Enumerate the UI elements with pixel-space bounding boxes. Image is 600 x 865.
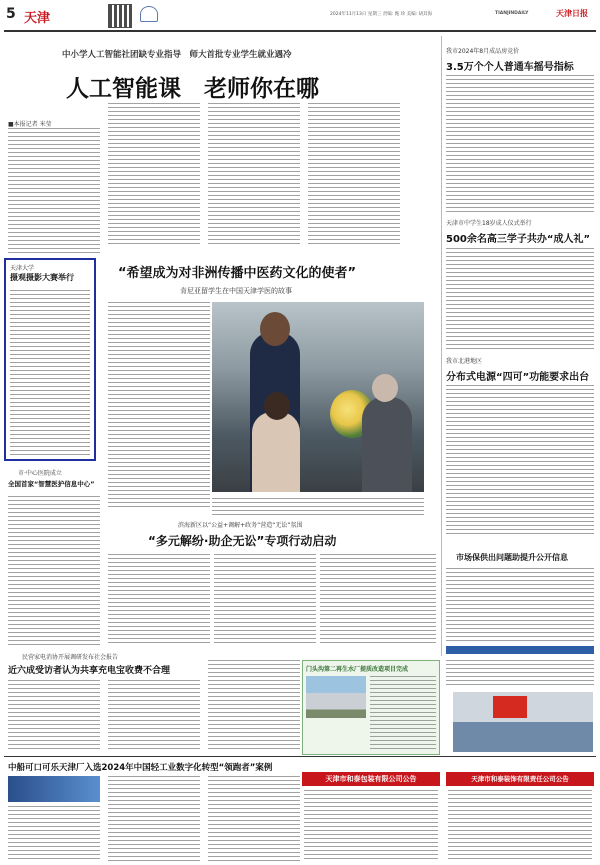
box-headline: 摄观摄影大赛举行	[10, 273, 74, 282]
photo-man-head	[260, 312, 290, 346]
right-item2-headline: 500余名高三学子共办“成人礼”	[446, 234, 591, 245]
team-photo	[453, 692, 593, 752]
right-item3-kicker: 我市北港地区	[446, 358, 483, 365]
left-lower-headline: 全国首家“智慧医护信息中心”	[8, 480, 95, 488]
lead-kicker: 中小学人工智能社团缺专业指导 师大首批专业学生就业遇冷	[62, 50, 292, 60]
factory-photo	[306, 676, 366, 718]
green-news-text	[370, 676, 436, 750]
bottom-rule	[4, 756, 596, 757]
section-name: 天津	[24, 11, 51, 26]
right-bottom-text	[446, 660, 594, 688]
flag-icon	[493, 696, 527, 718]
right-item1-text	[446, 75, 594, 215]
middle-headline: “多元解纷·助企无讼”专项行动启动	[148, 534, 337, 548]
right-item3-text	[446, 385, 594, 535]
box-text	[10, 290, 90, 455]
photo-child-head	[264, 392, 290, 420]
photo-child-figure	[252, 412, 300, 492]
notice2-title: 天津市和泰装饰有限责任公司公告	[446, 772, 594, 786]
lead-text-col3	[208, 103, 300, 246]
box-kicker: 天津大学	[10, 265, 35, 272]
paper-logo: 天津日报	[556, 8, 588, 18]
middle-kicker: 滨海新区以“公益+调解+政务”营造“无讼”氛围	[178, 522, 303, 529]
right-item4-text	[446, 568, 594, 643]
right-item2-text	[446, 248, 594, 350]
right-col-divider	[441, 36, 442, 656]
lower-left-text-col1	[8, 680, 100, 752]
left-lower-kicker: 市·中心医院成立	[18, 470, 62, 477]
left-lower-text	[8, 496, 100, 646]
right-item4-headline: 市场保供出问题助提升公开信息	[456, 553, 568, 562]
banner-photo	[8, 776, 100, 802]
masthead-rule	[4, 30, 596, 32]
right-item1-headline: 3.5万个个人普通车摇号指标	[446, 62, 574, 73]
header-info: 2024年11月13日 星期三 责编: 甄 珍 美编: 胡其海	[330, 12, 433, 17]
page-number: 5	[6, 6, 16, 22]
qr-code	[108, 4, 132, 28]
lead-headline: 人工智能课 老师你在哪	[66, 76, 319, 102]
middle-text-col2	[214, 554, 316, 646]
middle-text-col3	[320, 554, 436, 646]
banner-text-col3	[208, 776, 300, 861]
lower-left-text-col3	[208, 660, 300, 752]
lead-text-col4	[308, 103, 400, 246]
lower-left-text-col2	[108, 680, 200, 752]
lead-text-col2	[108, 103, 200, 246]
green-news-headline: 门头沟第二再生水厂提质改造项目完成	[306, 666, 409, 673]
bottom-banner-headline: 中船可口可乐天津厂入选2024年中国轻工业数字化转型“领跑者”案例	[8, 763, 273, 773]
emblem-icon	[140, 6, 158, 22]
right-bottom-notice-bar	[446, 646, 594, 654]
middle-text-col1	[108, 554, 210, 646]
notice2-text	[448, 790, 592, 860]
photo-woman-head	[372, 374, 398, 402]
feature-text-col3	[212, 498, 424, 518]
lead-byline: ■本报记者 米莹	[8, 121, 52, 128]
right-item3-headline: 分布式电源“四可”功能要求出台	[446, 372, 590, 383]
right-item2-kicker: 天津市中学生18岁成人仪式举行	[446, 220, 532, 227]
feature-text-col1	[108, 302, 210, 510]
notice1-title: 天津市和泰包装有限公司公告	[302, 772, 440, 786]
lower-left-headline: 近六成受访者认为共享充电宝收费不合理	[8, 666, 171, 676]
right-item1-kicker: 我市2024年8月成品房竞价	[446, 48, 520, 55]
site-name: TIANJINDAILY	[495, 11, 529, 16]
feature-headline: “希望成为对非洲传播中医药文化的使者”	[118, 266, 357, 281]
photo-woman-figure	[362, 397, 412, 492]
feature-subhead: 肯尼亚留学生在中国天津学医的故事	[180, 287, 292, 295]
lead-text-col1	[8, 128, 100, 256]
feature-photo	[212, 302, 424, 492]
banner-text-col2	[108, 776, 200, 861]
banner-text-col1	[8, 806, 100, 861]
lower-left-kicker: 民营家电消协开展调研发布社会报告	[22, 654, 119, 661]
notice1-text	[304, 790, 438, 860]
